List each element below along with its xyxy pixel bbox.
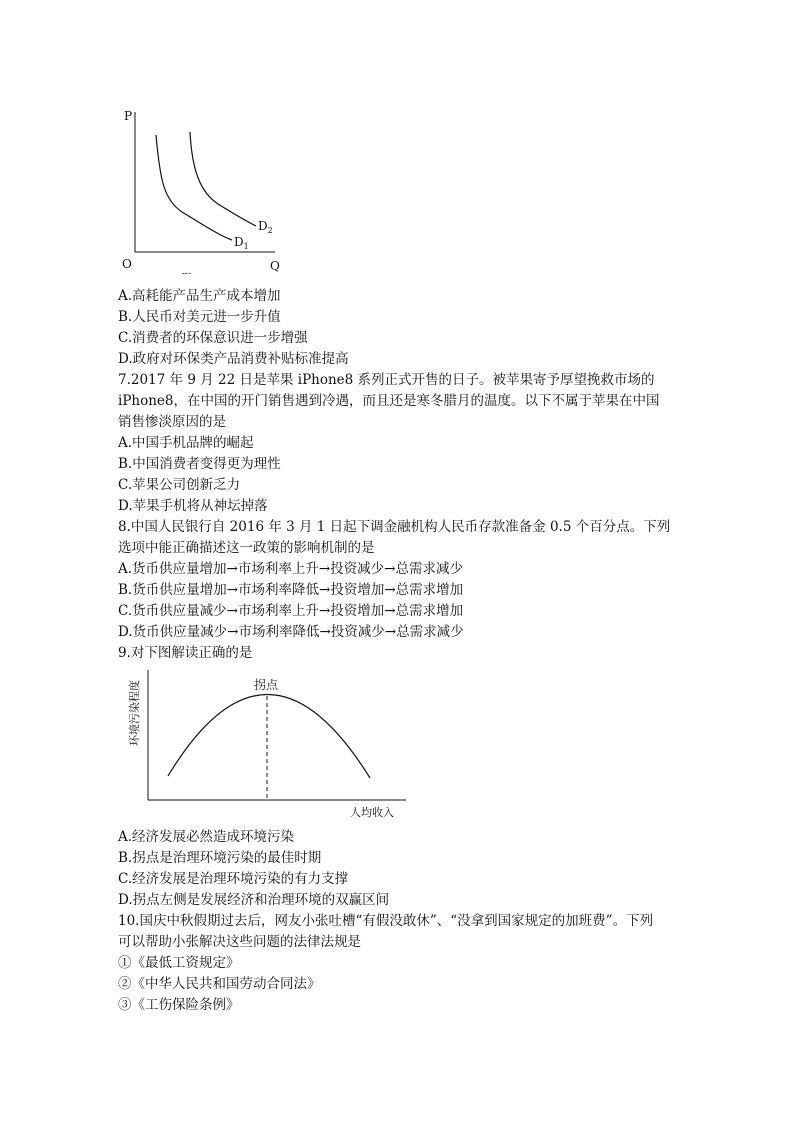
y-axis-label: P — [124, 109, 133, 123]
x-axis-label: Q — [270, 259, 280, 273]
q7-option-b: B.中国消费者变得更为理性 — [118, 456, 281, 472]
q9-option-b: B.拐点是治理环境污染的最佳时期 — [118, 850, 322, 866]
curve-d2-label: $D_2$ — [258, 219, 273, 235]
y-axis-label: 环境污染程度 — [128, 680, 141, 746]
q8-option-d: D.货币供应量减少→市场利率降低→投资减少→总需求减少 — [118, 624, 464, 640]
q10-item-1: ①《最低工资规定》 — [118, 955, 240, 971]
origin-label: O — [122, 257, 132, 271]
q10-stem-line-2: 可以帮助小张解决这些问题的法律法规是 — [118, 934, 361, 950]
q10-stem-line-1: 10.国庆中秋假期过去后，网友小张吐槽“有假没敢休”、“没拿到国家规定的加班费”。下列 — [118, 913, 654, 929]
q10-item-3: ③《工伤保险条例》 — [118, 997, 240, 1013]
q9-option-d: D.拐点左侧是发展经济和治理环境的双赢区间 — [118, 892, 390, 908]
q9-option-c: C.经济发展是治理环境污染的有力支撑 — [118, 871, 349, 887]
q10-item-2: ②《中华人民共和国劳动合同法》 — [118, 976, 321, 992]
q8-stem-line-2: 选项中能正确描述这一政策的影响机制的是 — [118, 540, 375, 556]
q7-option-d: D.苹果手机将从神坛掉落 — [118, 498, 268, 514]
q6-option-b: B.人民币对美元进一步升值 — [118, 309, 281, 325]
demand-curve-d2 — [190, 132, 256, 226]
demand-curve-figure — [110, 100, 300, 280]
q8-option-c: C.货币供应量减少→市场利率上升→投资增加→总需求增加 — [118, 603, 464, 619]
q6-option-a: A.高耗能产品生产成本增加 — [118, 288, 281, 304]
q7-stem-line-3: 销售惨淡原因的是 — [118, 414, 226, 430]
q8-option-a: A.货币供应量增加→市场利率上升→投资减少→总需求减少 — [118, 561, 463, 577]
q7-stem-line-2: iPhone8，在中国的开门销售遇到冷遇，而且还是寒冬腊月的温度。以下不属于苹果在中国 — [118, 393, 660, 409]
q6-option-c: C.消费者的环保意识进一步增强 — [118, 330, 308, 346]
pollution-curve — [168, 694, 370, 778]
q7-stem-line-1: 7.2017 年 9 月 22 日是苹果 iPhone8 系列正式开售的日子。被苹果寄予厚望挽救市场的 — [118, 372, 655, 388]
q7-option-a: A.中国手机品牌的崛起 — [118, 435, 254, 451]
x-axis-label: 人均收入 — [350, 806, 394, 819]
q8-option-b: B.货币供应量增加→市场利率降低→投资增加→总需求增加 — [118, 582, 464, 598]
q8-stem-line-1: 8.中国人民银行自 2016 年 3 月 1 日起下调金融机构人民币存款准备金 0.5 个百分点。下列 — [118, 519, 671, 535]
q6-option-d: D.政府对环保类产品消费补贴标准提高 — [118, 351, 349, 367]
pollution-income-figure — [118, 664, 418, 824]
demand-curve-d1 — [156, 135, 232, 240]
q7-option-c: C.苹果公司创新乏力 — [118, 477, 241, 493]
q9-stem: 9.对下图解读正确的是 — [118, 645, 253, 661]
q9-option-a: A.经济发展必然造成环境污染 — [118, 829, 295, 845]
peak-label: 拐点 — [254, 678, 279, 692]
figure-caption-mark: --- — [182, 269, 192, 279]
curve-d1-label: $D_1$ — [234, 235, 249, 251]
